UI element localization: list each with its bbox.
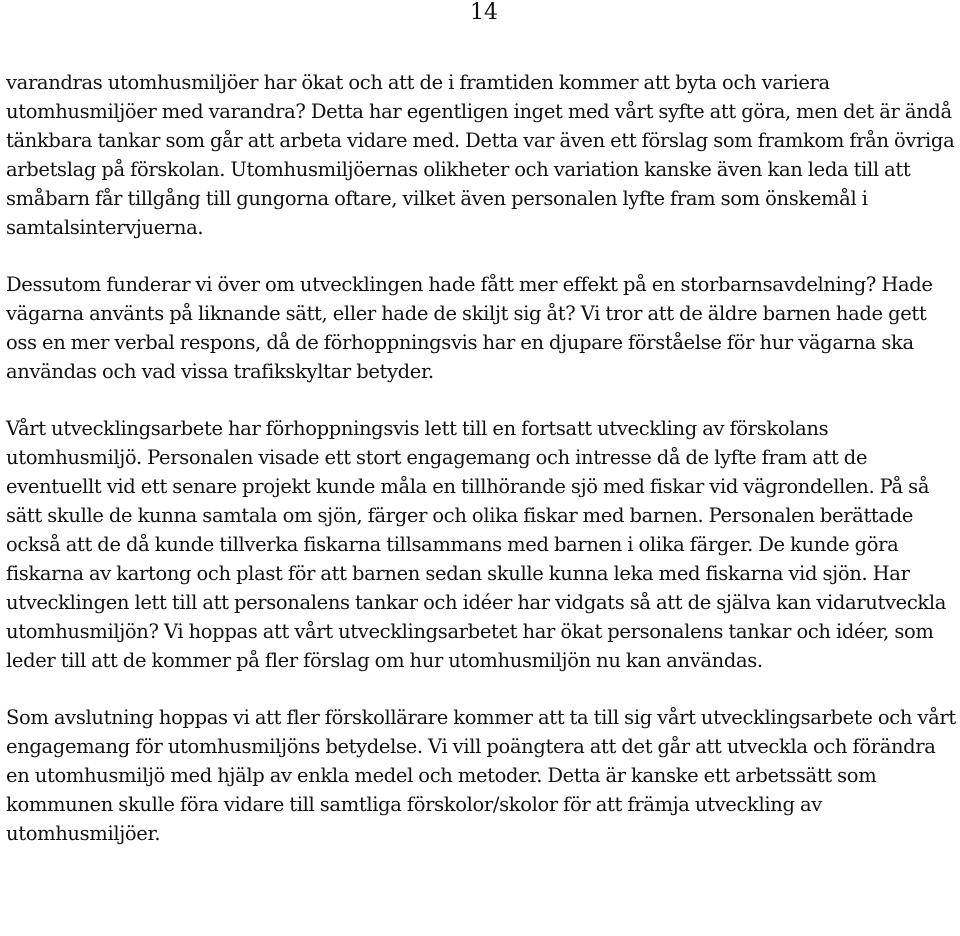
document-body <box>6 68 958 876</box>
paragraph-2: Dessutom funderar vi över om utvecklingen hade fått mer effekt på en storbarnsavdelning? Hade vägarna använts på liknande sätt, eller hade de skiljt sig åt? Vi tror att de äldre barnen hade gett oss en mer verbal respons, då de förhoppningsvis har en djupare förståelse för hur vägarna ska användas och vad vissa trafikskyltar betyder. <box>6 273 933 383</box>
paragraph-1: varandras utomhusmiljöer har ökat och att de i framtiden kommer att byta och variera utomhusmiljöer med varandra? Detta har egentligen inget med vårt syfte att göra, men det är ändå tänkbara tankar som går att arbeta vidare med. Detta var även ett förslag som framkom från övriga arbetslag på förskolan. Utomhusmiljöernas olikheter och variation kanske även kan leda till att småbarn får tillgång till gungorna oftare, vilket även personalen lyfte fram som önskemål i samtalsintervjuerna. <box>6 71 955 239</box>
paragraph-3: Vårt utvecklingsarbete har förhoppningsvis lett till en fortsatt utveckling av förskolans utomhusmiljö. Personalen visade ett stort engagemang och intresse då de lyfte fram att de eventuellt vid ett senare projekt kunde måla en tillhörande sjö med fiskar vid vägrondellen. På så sätt skulle de kunna samtala om sjön, färger och olika fiskar med barnen. Personalen berättade också att de då kunde tillverka fiskarna tillsammans med barnen i olika färger. De kunde göra fiskarna av kartong och plast för att barnen sedan skulle kunna leka med fiskarna vid sjön. Har utvecklingen lett till att personalens tankar och idéer har vidgats så att de själva kan vidarutveckla utomhusmiljön? Vi hoppas att vårt utvecklingsarbetet har ökat personalens tankar och idéer, som leder till att de kommer på fler förslag om hur utomhusmiljön nu kan användas. <box>6 417 947 672</box>
paragraph-4: Som avslutning hoppas vi att fler förskollärare kommer att ta till sig vårt utvecklingsarbete och vårt engagemang för utomhusmiljöns betydelse. Vi vill poängtera att det går att utveckla och förändra en utomhusmiljö med hjälp av enkla medel och metoder. Detta är kanske ett arbetssätt som kommunen skulle föra vidare till samtliga förskolor/skolor för att främja utveckling av utomhusmiljöer. <box>6 706 956 845</box>
page-number: 14 <box>470 0 498 25</box>
